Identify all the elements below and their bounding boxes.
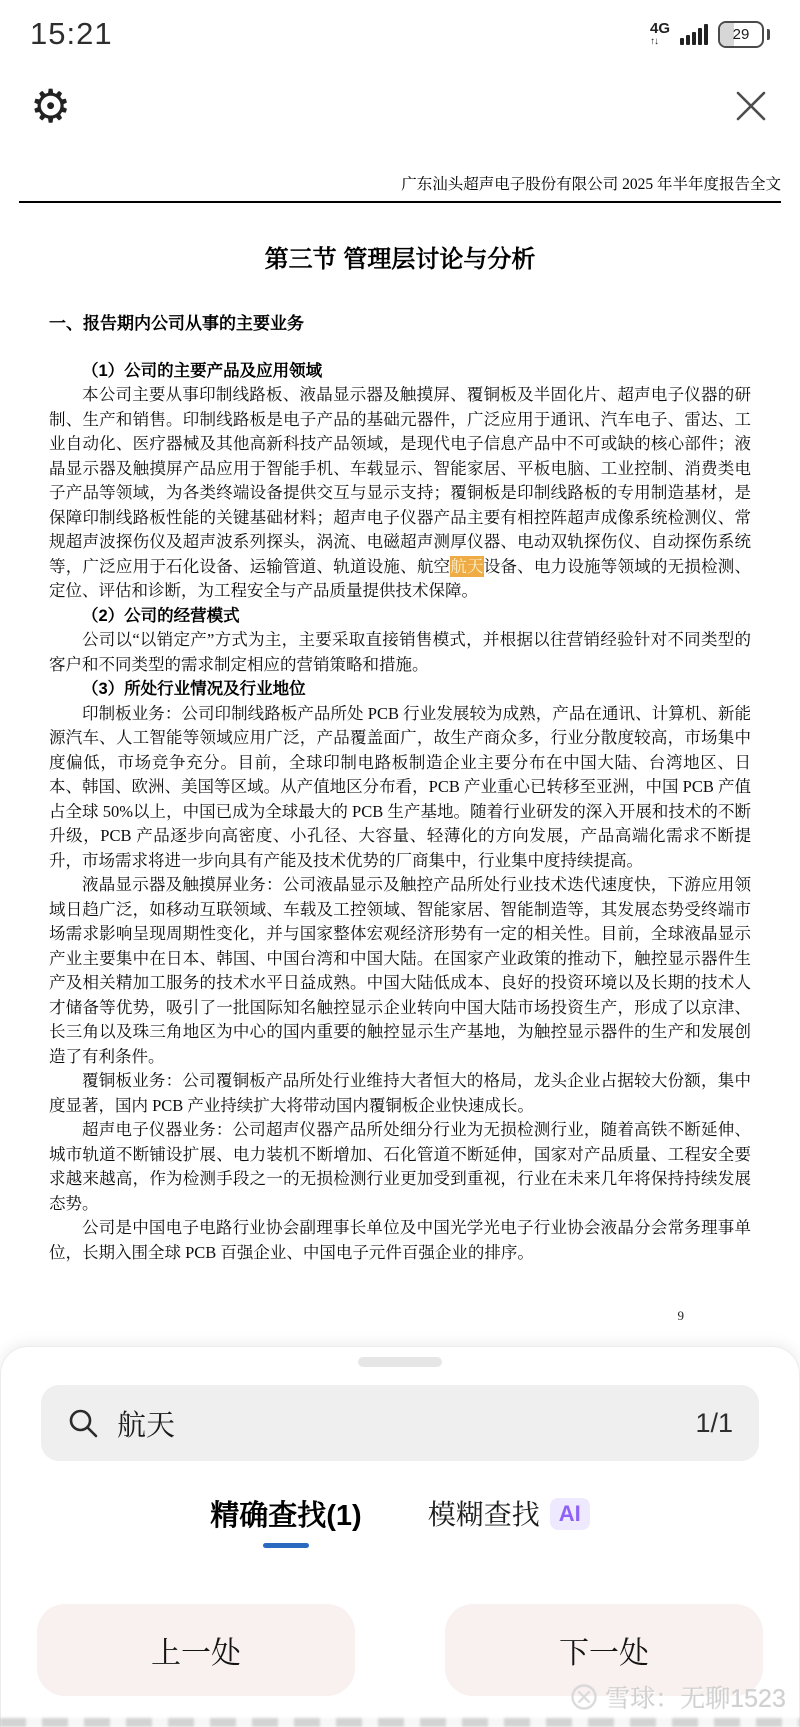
background-text-sliver [0, 1718, 800, 1727]
tab-exact-search[interactable]: 精确查找(1) [210, 1493, 361, 1548]
signal-bars-icon [680, 23, 708, 45]
search-query: 航天 [117, 1409, 176, 1442]
paragraph-text: 设备、电力设施等领域的无损检测、定位、评估和诊断，为工程安全与产品质量提供技术保障。 [49, 556, 752, 600]
snowball-logo-icon [570, 1683, 598, 1711]
paragraph-pcb-industry: 印制板业务：公司印制线路板产品所处 PCB 行业发展较为成熟，产品在通讯、计算机、新能源汽车、人工智能等领域应用广泛，产品覆盖面广，故生产商众多，行业分散度较高，市场集中度偏低，市场竞争充分。目前，全球印制电路板制造企业主要分布在中国大陆、台湾地区、日本、韩国、欧洲、美国等区域。从产值地区分布看，PCB 产业重心已转移至亚洲，中国 PCB 产值占全球 50%以上，中国已成为全球最大的 PCB 生产基地。随着行业研发的深入开展和技术的不断升级，PCB 产品逐步向高密度、小孔径、大容量、轻薄化的方向发展，产品高端化需求不断提升，市场需求将进一步向具有产能及技术优势的厂商集中，行业集中度持续提高。 [49, 703, 751, 870]
active-tab-underline [263, 1543, 309, 1548]
watermark-text: 雪球：无聊1523 [605, 1685, 786, 1713]
page-number: 9 [677, 1308, 684, 1323]
battery-icon [718, 21, 764, 48]
toolbar [0, 76, 800, 136]
data-activity-arrows-icon: ↑↓ [649, 36, 658, 47]
settings-gear-icon[interactable]: ⚙ [30, 80, 72, 132]
previous-match-button[interactable]: 上一处 [37, 1604, 355, 1696]
status-bar [0, 12, 800, 56]
search-icon [67, 1407, 99, 1439]
close-icon[interactable] [732, 87, 770, 125]
clock: 15:21 [30, 16, 113, 51]
document-page [19, 172, 781, 1265]
paragraph-products [49, 383, 751, 604]
next-match-button[interactable]: 下一处 [445, 1604, 763, 1696]
search-highlight: 航天 [450, 556, 484, 576]
paragraph-lcd-industry: 液晶显示器及触摸屏业务：公司液晶显示及触控产品所处行业技术迭代速度快，下游应用领域日趋广泛，如移动互联领域、车载及工控领域、智能家居、智能制造等，其发展态势受终端市场需求影响呈现周期性变化，并与国家整体宏观经济形势有一定的相关性。目前，全球液晶显示产业主要集中在日本、韩国、中国台湾和中国大陆。在国家产业政策的推动下，触控显示器件生产及相关精加工服务的技术水平日益成熟。中国大陆低成本、良好的投资环境以及长期的技术人才储备等优势，吸引了一批国际知名触控显示企业转向中国大陆市场投资生产，形成了以京津、长三角以及珠三角地区为中心的国内重要的触控显示生产基地，为触控显示器件的生产和发展创造了有利条件。 [49, 875, 751, 1066]
search-mode-tabs [1, 1493, 799, 1548]
paragraph-business-model: 公司以“以销定产”方式为主，主要采取直接销售模式，并根据以往营销经验针对不同类型的客户和不同类型的需求制定相应的营销策略和措施。 [49, 630, 751, 674]
report-header: 广东汕头超声电子股份有限公司 2025 年半年度报告全文 [401, 176, 781, 193]
sheet-drag-handle[interactable] [358, 1357, 442, 1367]
document-body [19, 312, 781, 1265]
paragraph-text: 本公司主要从事印制线路板、液晶显示器及触摸屏、覆铜板及半固化片、超声电子仪器的研制、生产和销售。印制线路板是电子产品的基础元器件，广泛应用于通讯、汽车电子、雷达、工业自动化、医疗器械及其他高新科技产品领域，是现代电子信息产品中不可或缺的核心部件；液晶显示器及触摸屏产品应用于智能手机、车载显示、智能家居、平板电脑、工业控制、消费类电子产品等领域，为各类终端设备提供交互与显示支持；覆铜板是印制线路板的专用制造基材，是保障印制线路板性能的关键基础材料；超声电子仪器产品主要有相控阵超声成像系统检测仪、常规超声波探伤仪及超声波系列探头，涡流、电磁超声测厚仪器、电动双轨探伤仪、自动探伤系统等，广泛应用于石化设备、运输管道、轨道设施、航空 [49, 385, 751, 576]
watermark [570, 1679, 786, 1715]
paragraph-ultrasonic-industry: 超声电子仪器业务：公司超声仪器产品所处细分行业为无损检测行业，随着高铁不断延伸、城市轨道不断铺设扩展、电力装机不断增加、石化管道不断延伸，国家对产品质量、工程安全要求越来越高，作为检测手段之一的无损检测行业更加受到重视，行业在未来几年将保持持续发展态势。 [49, 1120, 751, 1213]
chapter-title: 第三节 管理层讨论与分析 [264, 246, 536, 273]
subsection-1-heading: （1）公司的主要产品及应用领域 [82, 361, 323, 380]
tab-fuzzy-search[interactable]: 模糊查找 AI [428, 1493, 590, 1533]
subsection-3-heading: （3）所处行业情况及行业地位 [82, 680, 306, 698]
status-indicators [650, 21, 770, 48]
header-rule [19, 201, 781, 203]
search-bottom-sheet [0, 1346, 800, 1727]
ai-badge: AI [550, 1498, 590, 1530]
battery-nub [767, 29, 770, 40]
search-input[interactable] [41, 1385, 759, 1461]
battery-percent: 29 [732, 25, 750, 43]
subsection-2-heading: （2）公司的经营模式 [82, 606, 240, 625]
section-heading: 一、报告期内公司从事的主要业务 [49, 314, 304, 333]
match-counter: 1/1 [695, 1407, 733, 1438]
network-type-indicator: 4G ↑↓ [649, 20, 670, 47]
paragraph-ccl-industry: 覆铜板业务：公司覆铜板产品所处行业维持大者恒大的格局，龙头企业占据较大份额，集中度显著，国内 PCB 产业持续扩大将带动国内覆铜板企业快速成长。 [49, 1071, 751, 1115]
paragraph-association: 公司是中国电子电路行业协会副理事长单位及中国光学光电子行业协会液晶分会常务理事单位，长期入围全球 PCB 百强企业、中国电子元件百强企业的排序。 [49, 1218, 751, 1262]
